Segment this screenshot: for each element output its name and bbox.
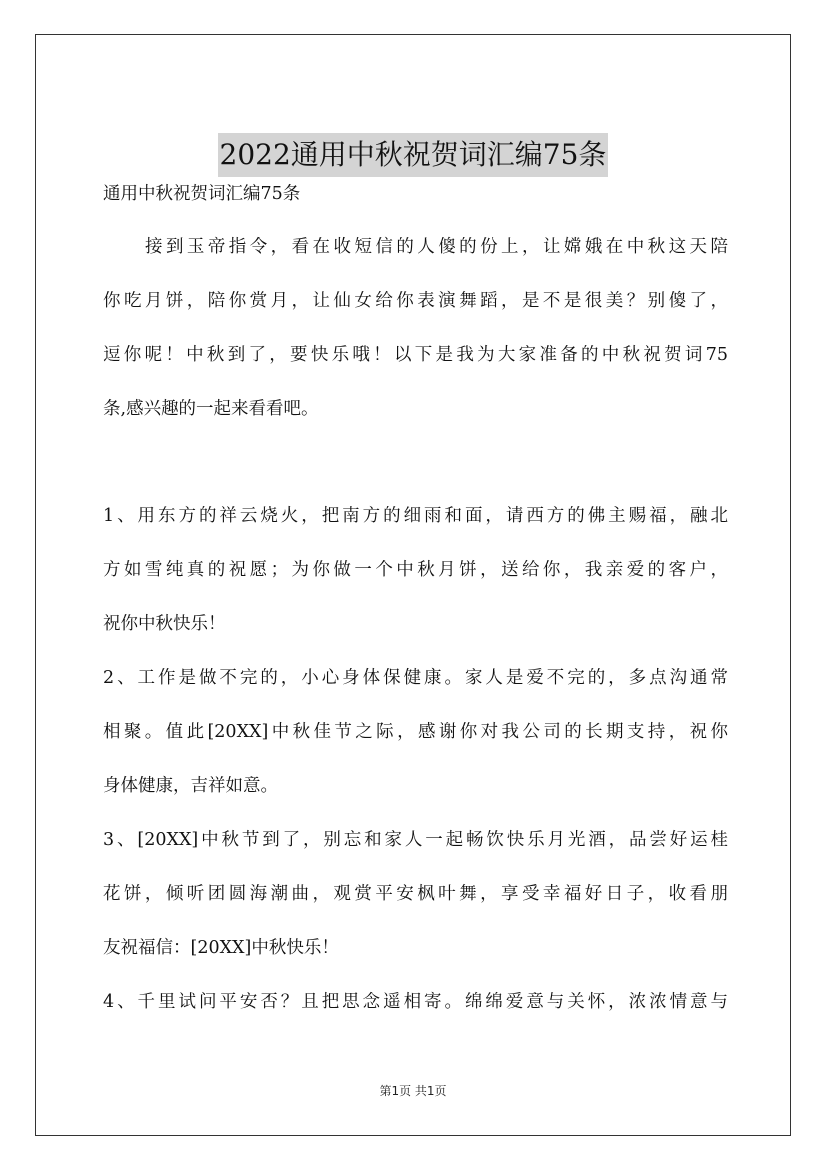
intro-line: 逗你呢！中秋到了，要快乐哦！以下是我为大家准备的中秋祝贺词75 xyxy=(103,345,728,365)
list-item-line: 祝你中秋快乐！ xyxy=(103,614,226,634)
list-item-line: 友祝福信：[20XX]中秋快乐！ xyxy=(103,938,339,958)
list-item-line: 2、工作是做不完的，小心身体保健康。家人是爱不完的，多点沟通常 xyxy=(103,668,728,688)
intro-line: 你吃月饼，陪你赏月，让仙女给你表演舞蹈，是不是很美？别傻了， xyxy=(103,291,728,311)
intro-line: 接到玉帝指令，看在收短信的人傻的份上，让嫦娥在中秋这天陪 xyxy=(145,237,728,257)
list-item-line: 身体健康，吉祥如意。 xyxy=(103,776,278,796)
title-wrap xyxy=(36,133,790,177)
page-footer: 第1页 共1页 xyxy=(379,1084,447,1098)
document-page xyxy=(35,34,791,1136)
document-title: 2022通用中秋祝贺词汇编75条 xyxy=(218,133,609,177)
intro-line: 条,感兴趣的一起来看看吧。 xyxy=(103,399,319,419)
list-item-line: 3、[20XX]中秋节到了，别忘和家人一起畅饮快乐月光酒，品尝好运桂 xyxy=(103,830,728,850)
list-item-line: 4、千里试问平安否？且把思念遥相寄。绵绵爱意与关怀，浓浓情意与 xyxy=(103,992,728,1012)
list-item-line: 1、用东方的祥云烧火，把南方的细雨和面，请西方的佛主赐福，融北 xyxy=(103,506,728,526)
list-item-line: 方如雪纯真的祝愿；为你做一个中秋月饼，送给你，我亲爱的客户， xyxy=(103,560,728,580)
list-item-line: 花饼，倾听团圆海潮曲，观赏平安枫叶舞，享受幸福好日子，收看朋 xyxy=(103,884,728,904)
list-item-line: 相聚。值此[20XX]中秋佳节之际，感谢你对我公司的长期支持，祝你 xyxy=(103,722,728,742)
document-subtitle: 通用中秋祝贺词汇编75条 xyxy=(103,184,301,204)
